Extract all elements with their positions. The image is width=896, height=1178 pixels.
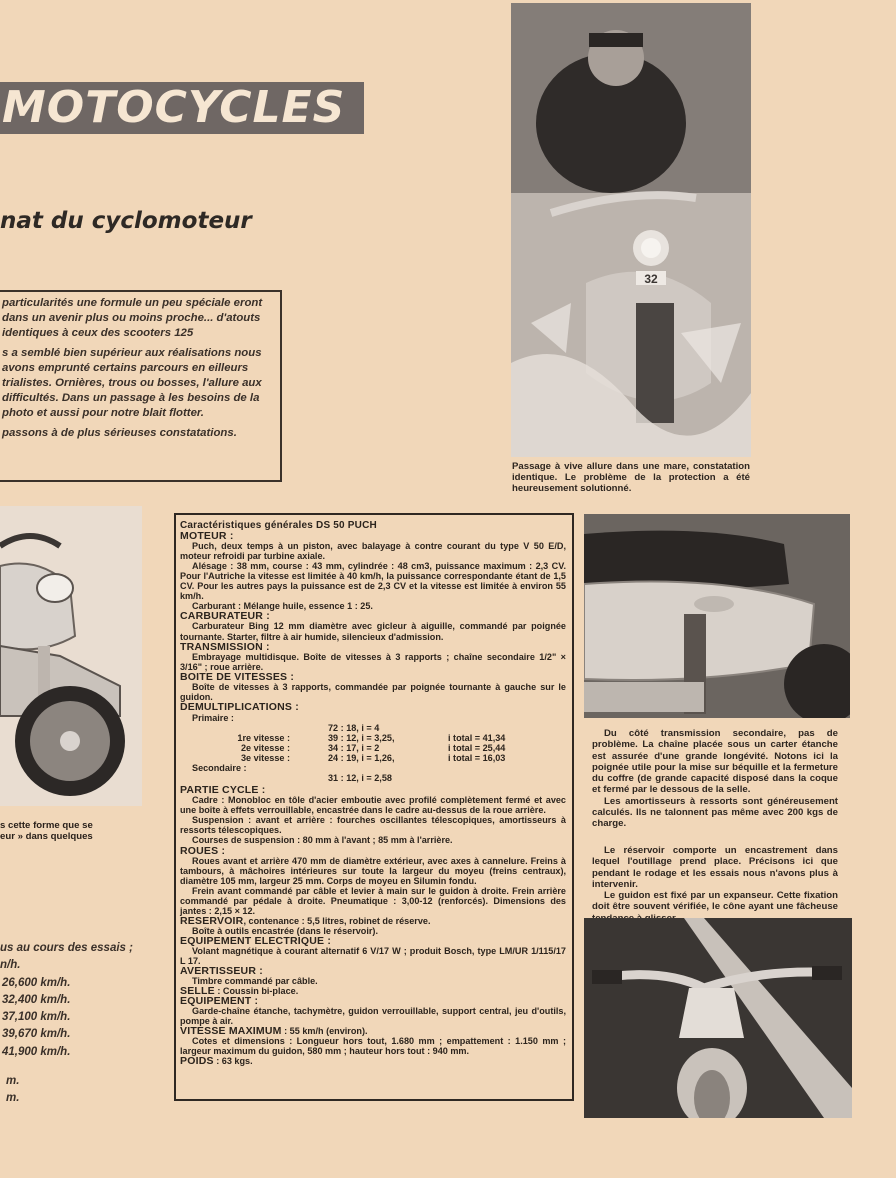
speed-value: 37,100 km/h.	[2, 1011, 71, 1024]
gear-ratio: 39 : 12, i = 3,25,	[328, 732, 395, 743]
plate-number: 32	[644, 272, 658, 286]
section-banner	[0, 82, 364, 134]
spec-section-head	[180, 785, 566, 795]
spec-line: Cotes et dimensions : Longueur hors tout, 1.680 mm ; empattement : 1.150 mm ; largeur maximum du guidon, 580 mm ; hauteur hors tout : 940 mm.	[180, 1036, 566, 1057]
spec-line: Alésage : 38 mm, course : 43 mm, cylindrée : 48 cm3, puissance maximum : 2,3 CV. Pour l'Autriche la vitesse est limitée à 40 km/h, la puissance correspondante étant de 1,5 CV. Pour les autres pays la puissance est de 2,3 CV et la vitesse est limitée à environ 55 km/h.	[180, 561, 566, 602]
speed-list	[0, 940, 133, 1108]
spec-heading: PARTIE CYCLE :	[180, 784, 266, 797]
spec-line: Garde-chaîne étanche, tachymètre, guidon verrouillable, support central, jeu d'outils, pompe à air.	[180, 1006, 566, 1027]
speed-value: 39,670 km/h.	[2, 1028, 71, 1041]
spec-title: Caractéristiques générales DS 50 PUCH	[180, 520, 377, 531]
spec-heading: ROUES :	[180, 844, 226, 857]
spec-line: Carburateur Bing 12 mm diamètre avec gicleur à aiguille, commandé par poignée tournante. Starter, filtre à air humide, silencieux d'admission.	[180, 621, 566, 642]
spec-line: Cadre : Monobloc en tôle d'acier emboutie avec profilé complètement fermé et avec une boîte à effets verrouillable, encastrée dans le cadre au-dessus de la roue arrière.	[180, 795, 566, 816]
speed-value: 26,600 km/h.	[2, 976, 71, 989]
gear-total: i total = 41,34	[448, 732, 506, 743]
spec-heading: VITESSE MAXIMUM	[180, 1025, 282, 1038]
gear-ratio: 24 : 19, i = 1,26,	[328, 753, 395, 764]
photo-rider-puddle	[511, 3, 751, 457]
spec-heading: RESERVOIR	[180, 914, 244, 927]
spec-heading: EQUIPEMENT :	[180, 995, 259, 1008]
gear-label: 3e vitesse :	[240, 753, 290, 764]
spec-section-head	[180, 846, 566, 856]
spec-inline-text: : Coussin bi-place.	[214, 986, 299, 997]
spec-line: Suspension : avant et arrière : fourches oscillantes télescopiques, amortisseurs à ressorts télescopiques.	[180, 815, 566, 836]
spec-secondaire-value: 31 : 12, i = 2,58	[328, 773, 392, 784]
spec-heading: SELLE	[180, 985, 215, 998]
spec-section-head	[180, 936, 566, 946]
paragraph: Le guidon est fixé par un expanseur. Cette fixation doit être souvent vérifiée, le cône ayant une fâcheuse	[592, 890, 838, 913]
spec-heading: POIDS	[180, 1055, 214, 1068]
photo-caption-top: Passage à vive allure dans une mare, constatation identique. Le problème de la protection a été heureusement solutionné.	[512, 461, 750, 494]
spec-section-head	[180, 642, 566, 652]
gear-label: 2e vitesse :	[240, 743, 290, 754]
speed-lead: us au cours des essais ;	[0, 942, 133, 954]
spec-heading: CARBURATEUR :	[180, 610, 270, 623]
gear-total: i total = 25,44	[448, 743, 506, 754]
spec-heading: DEMULTIPLICATIONS :	[180, 700, 299, 713]
spec-line: Roues avant et arrière 470 mm de diamètre extérieur, avec axes à cannelure. Freins à tambours, à mâchoires intérieures sur toute la largeur du moyeu (freins centraux), diamètre 105 mm, largeur 25 mm. Corps de moyeu en Silumin fondu.	[180, 855, 566, 886]
spec-line: Volant magnétique à courant alternatif 6 V/17 W ; produit Bosch, type LM/UR 1/115/17 L 17.	[180, 945, 566, 967]
spec-section-head	[180, 531, 566, 541]
spec-heading: EQUIPEMENT ELECTRIQUE :	[180, 934, 332, 947]
photo-transmission-side	[584, 514, 850, 718]
gear-label: 1re vitesse :	[237, 732, 290, 743]
gear-row	[180, 743, 566, 753]
spec-line: Frein avant commandé par câble et levier à main sur le guidon à droite. Frein arrière commandé par pédale à droite. Pneumatique : 3,00-12 (renforcés). Dimensions des jantes : 2,15 × 12.	[180, 885, 566, 916]
spec-heading: TRANSMISSION :	[180, 640, 270, 653]
spec-inline-text: : 63 kgs.	[213, 1056, 253, 1067]
intro-paragraph: particularités une formule un peu spéciale eront dans un avenir plus ou moins proche... d'atouts identiques à ceux des scooters 125	[2, 297, 263, 340]
paragraph: Les amortisseurs à ressorts sont généreusement calculés. Ils ne talonnent pas même avec 200 kgs de charge.	[592, 795, 838, 830]
spec-section-head	[180, 702, 566, 712]
spec-line: Courses de suspension : 80 mm à l'avant ; 85 mm à l'arrière.	[192, 835, 453, 846]
intro-paragraph: passons à de plus sérieuses constatations.	[2, 426, 237, 439]
spec-heading: AVERTISSEUR :	[180, 965, 263, 978]
intro-paragraph: s a semblé bien supérieur aux réalisations nous avons emprunté certains parcours en eilleurs trialistes. Ornières, trous ou bosses, l'allure aux difficultés. Dans un passage à les besoins de la photo et aussi pour notre blait flotter.	[2, 346, 262, 420]
photo-scooter-front	[0, 506, 142, 806]
spec-section-head	[180, 1056, 566, 1066]
spec-heading: MOTEUR :	[180, 530, 234, 543]
spec-section-head	[180, 611, 566, 621]
spec-section-head	[180, 1026, 566, 1036]
photo-handlebar	[584, 918, 852, 1118]
paragraph: Du côté transmission secondaire, pas de problème. La chaîne placée sous un carter étanche est assurée d'une grande longévité. Notons ici la poignée utile pour la mise sur béquille et la fermeture du coffre (de grande capacité disposé dans la coque et fermé par le dessous de la selle.	[592, 728, 838, 796]
spec-line: Timbre commandé par câble.	[192, 976, 318, 987]
text-transmission	[592, 728, 838, 830]
article-subtitle: nat du cyclomoteur	[0, 208, 252, 234]
spec-secondaire-label: Secondaire :	[192, 763, 247, 774]
intro-text	[2, 296, 274, 445]
speed-value: 32,400 km/h.	[2, 993, 71, 1006]
spec-inline-text: , contenance : 5,5 litres, robinet de réserve.	[243, 915, 431, 926]
spec-inline-text: : 55 km/h (environ).	[281, 1026, 368, 1037]
spec-line: Boîte à outils encastrée (dans le réservoir).	[192, 925, 378, 936]
spec-line: Boîte de vitesses à 3 rapports, commandée par poignée tournante à gauche sur le guidon.	[180, 681, 566, 702]
gear-row	[180, 753, 566, 763]
spec-line: Embrayage multidisque. Boîte de vitesses à 3 rapports ; chaîne secondaire 1/2" × 3/16" ; roue arrière.	[180, 651, 566, 672]
text-reservoir	[592, 845, 838, 924]
paragraph: Le réservoir comporte un encastrement dans lequel l'outillage prend place. Précisons ici que pendant le rodage et les essais nous n'avons plus à intervenir.	[592, 845, 838, 890]
speed-value: 41,900 km/h.	[2, 1045, 71, 1058]
gear-total: i total = 16,03	[448, 753, 506, 764]
spec-section-head	[180, 916, 566, 926]
gear-row	[180, 733, 566, 743]
spec-primaire-value: 72 : 18, i = 4	[328, 722, 380, 733]
gear-ratio: 34 : 17, i = 2	[328, 743, 380, 754]
spec-section-head	[180, 966, 566, 976]
photo-caption-left: s cette forme que se eur » dans quelques	[0, 820, 93, 842]
spec-heading: BOITE DE VITESSES :	[180, 670, 295, 683]
tail-line: m.	[6, 1075, 20, 1088]
spec-section-head	[180, 672, 566, 682]
speed-unit-line: n/h.	[0, 959, 21, 972]
spec-sheet	[180, 521, 566, 1067]
tail-line: m.	[6, 1092, 20, 1105]
spec-line: Carburant : Mélange huile, essence 1 : 25.	[192, 601, 373, 612]
spec-line: Puch, deux temps à un piston, avec balayage à contre courant du type V 50 E/D, moteur refroidi par turbine axiale.	[180, 541, 566, 562]
spec-primaire-label: Primaire :	[192, 712, 234, 723]
banner-title: MOTOCYCLES	[2, 82, 346, 133]
spec-section-head	[180, 996, 566, 1006]
